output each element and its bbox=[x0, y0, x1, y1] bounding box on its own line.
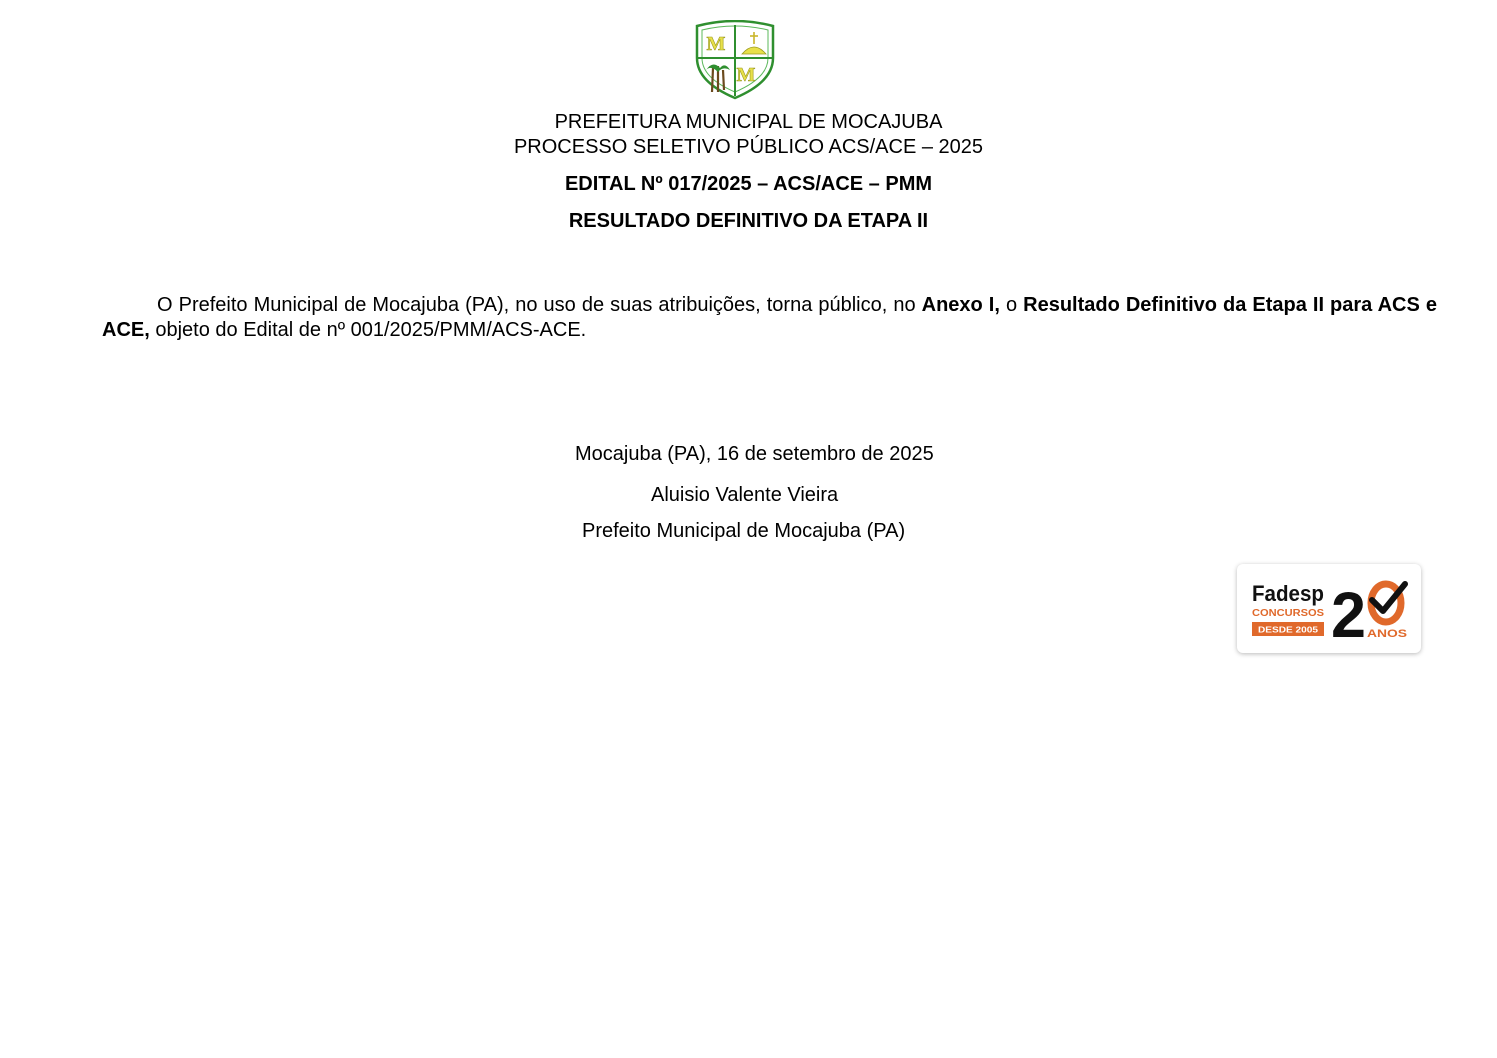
place-and-date: Mocajuba (PA), 16 de setembro de 2025 bbox=[575, 443, 934, 465]
paragraph-text-3: objeto do Edital de nº 001/2025/PMM/ACS-ACE. bbox=[149, 319, 587, 341]
paragraph-text-2: o bbox=[999, 294, 1024, 316]
fadesp-desde-text: DESDE 2005 bbox=[1258, 625, 1319, 635]
signatory-name: Aluisio Valente Vieira bbox=[651, 484, 839, 506]
crest-letter-bottom: M bbox=[736, 64, 756, 86]
paragraph-text-1: O Prefeito Municipal de Mocajuba (PA), no uso de suas atribuições, torna público, no bbox=[157, 294, 922, 316]
fadesp-number-2: 2 bbox=[1331, 579, 1366, 651]
fadesp-concursos-text: CONCURSOS bbox=[1252, 608, 1325, 619]
fadesp-brand-text: Fadesp bbox=[1252, 581, 1324, 606]
paragraph-bold-anexo: Anexo I, bbox=[921, 294, 1000, 316]
paragraph-bold-resultado: Resultado Definitivo da Etapa II para ACS e ACE, bbox=[102, 294, 1437, 341]
body-paragraph bbox=[102, 293, 1437, 343]
crest-letter-top: M bbox=[706, 33, 726, 55]
document-subtitle: RESULTADO DEFINITIVO DA ETAPA II bbox=[568, 210, 929, 232]
header-line-prefeitura: PREFEITURA MUNICIPAL DE MOCAJUBA bbox=[554, 111, 943, 133]
fadesp-20-anos-logo bbox=[1237, 564, 1421, 653]
signatory-role: Prefeito Municipal de Mocajuba (PA) bbox=[582, 520, 906, 542]
fadesp-anos-text: ANOS bbox=[1367, 628, 1407, 640]
municipal-crest-logo bbox=[693, 20, 777, 100]
header-line-processo: PROCESSO SELETIVO PÚBLICO ACS/ACE – 2025 bbox=[513, 136, 984, 158]
edital-title: EDITAL Nº 017/2025 – ACS/ACE – PMM bbox=[564, 173, 933, 195]
